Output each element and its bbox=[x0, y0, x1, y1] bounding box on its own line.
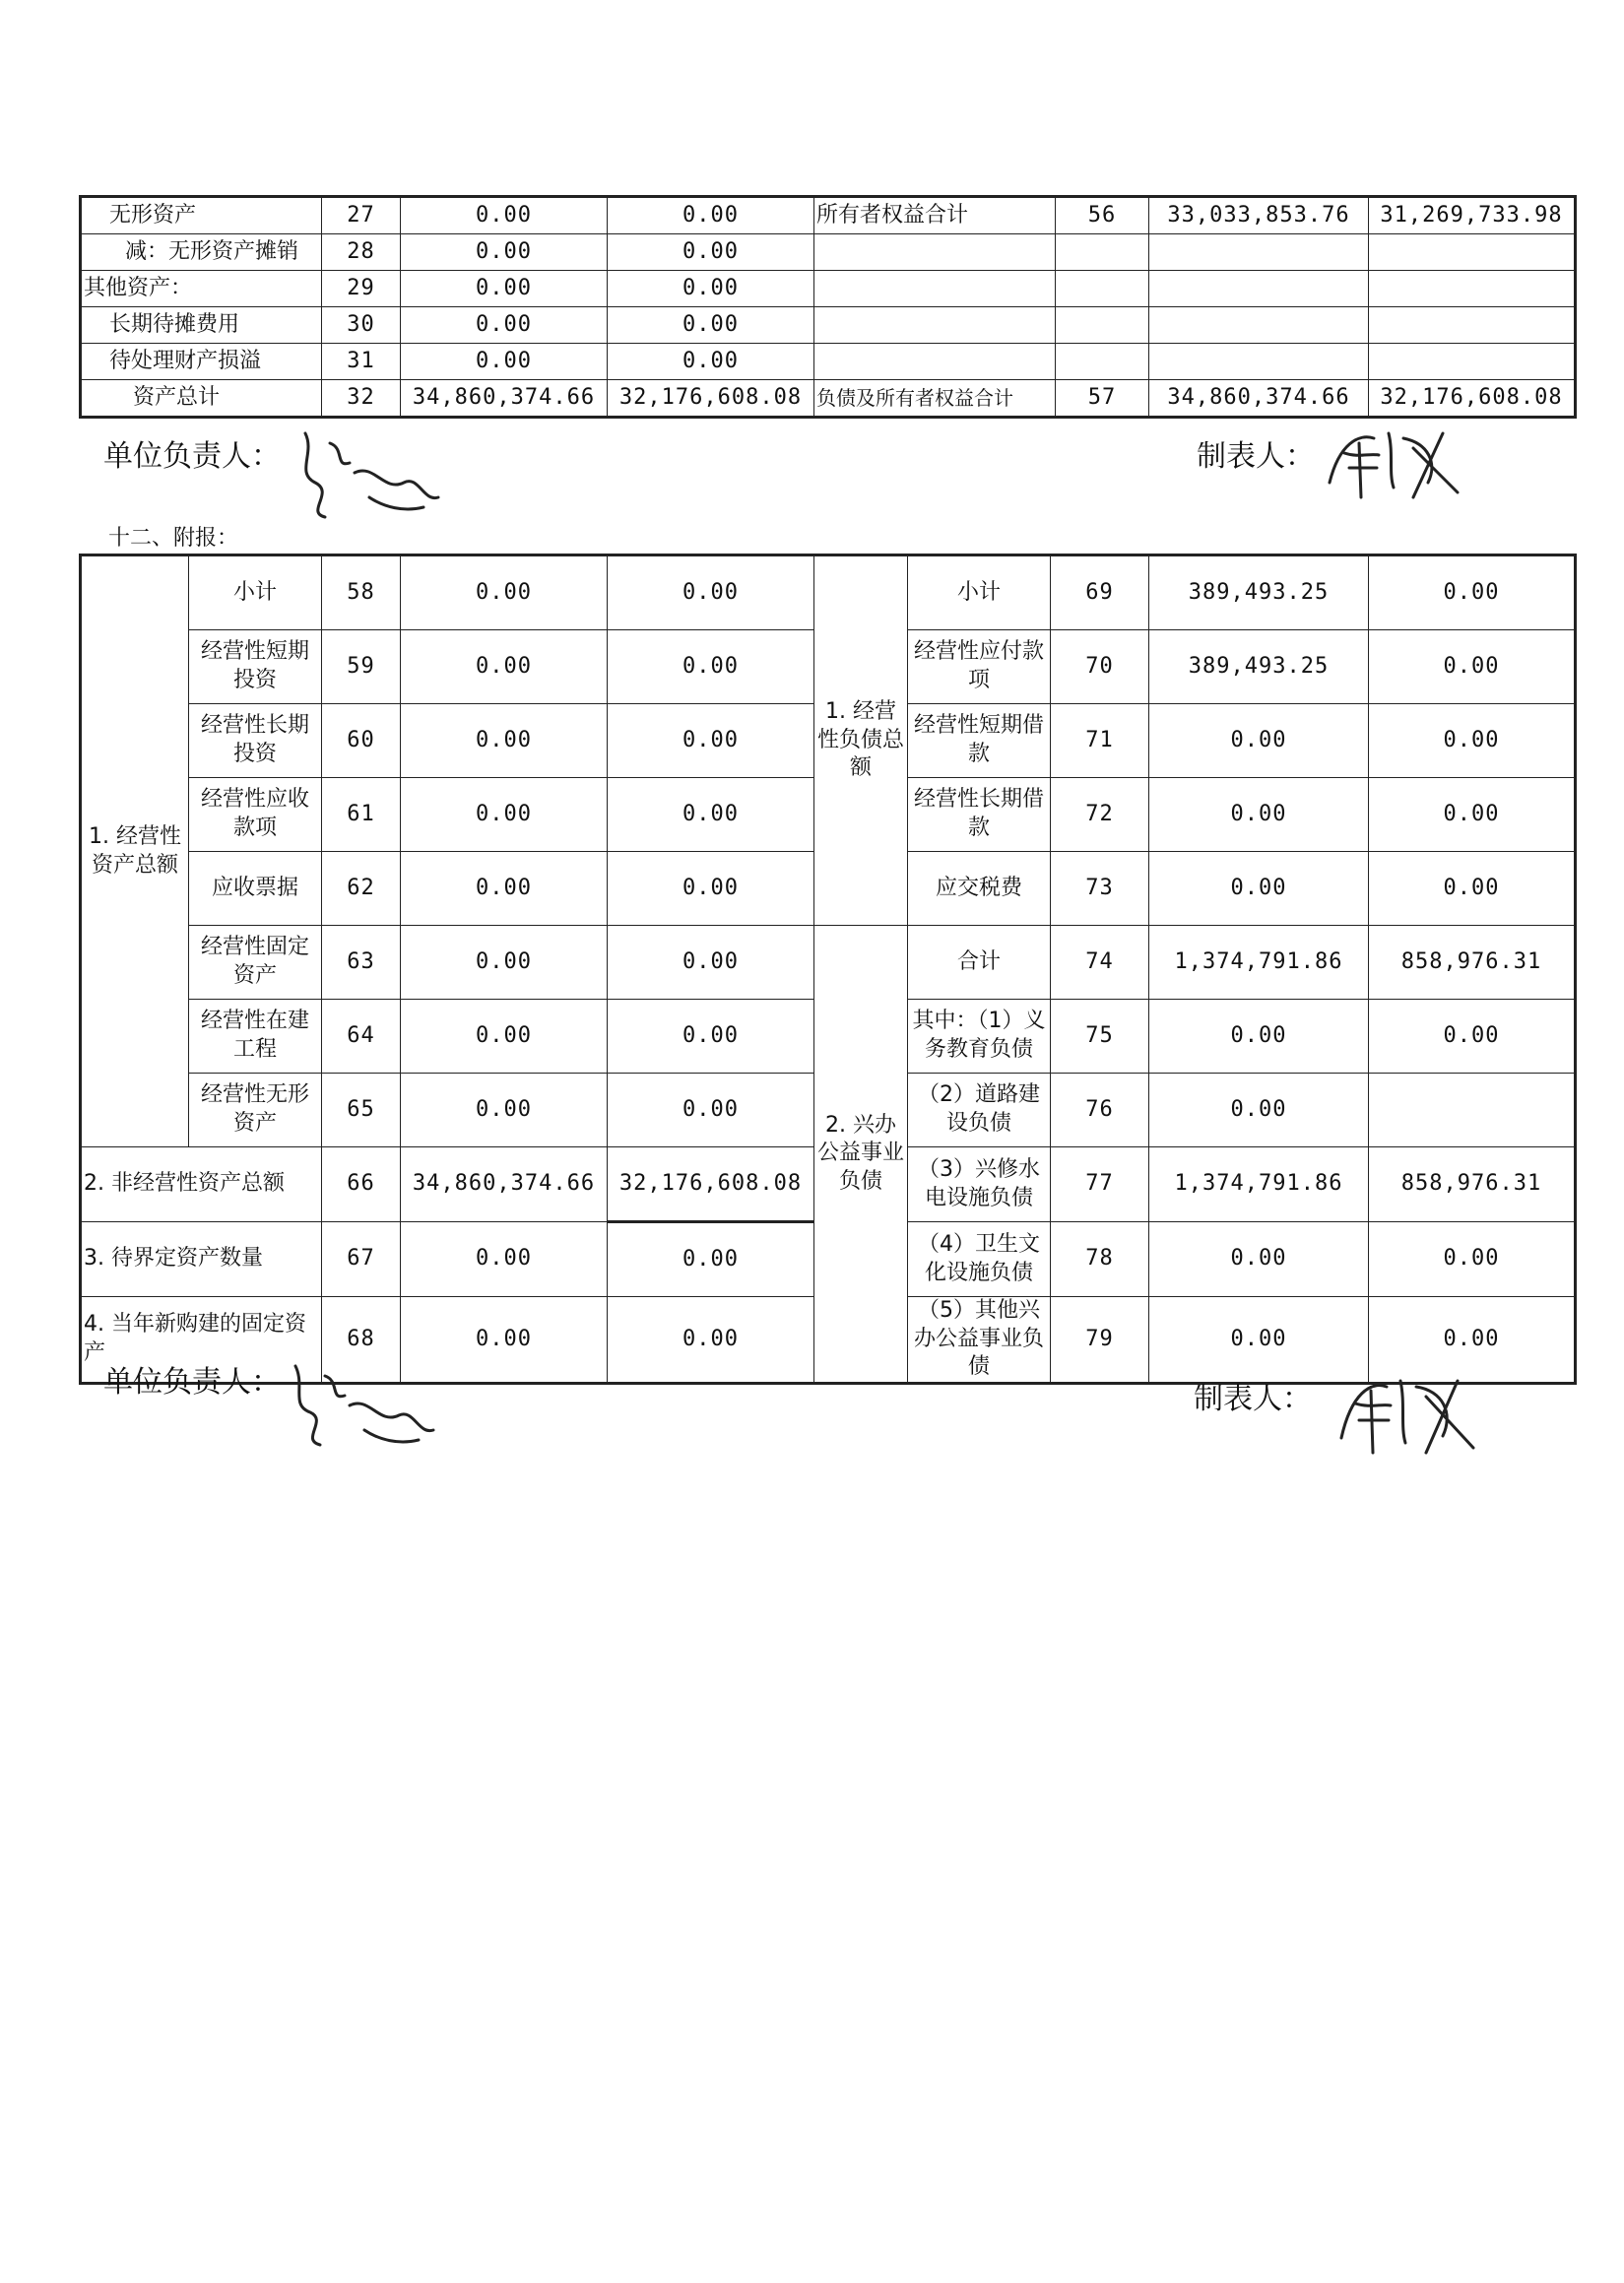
amount-end: 389,493.25 bbox=[1149, 630, 1369, 704]
amount-begin: 32,176,608.08 bbox=[608, 1147, 814, 1222]
row-number: 27 bbox=[322, 197, 401, 234]
item-label: 小计 bbox=[189, 555, 322, 630]
item-label: （2）道路建设负债 bbox=[908, 1074, 1051, 1147]
row-number: 69 bbox=[1051, 555, 1149, 630]
amount-end: 0.00 bbox=[401, 307, 608, 344]
row-number: 31 bbox=[322, 344, 401, 380]
item-label: 经营性无形资产 bbox=[189, 1074, 322, 1147]
amount-begin: 0.00 bbox=[1369, 852, 1576, 926]
empty-cell bbox=[1369, 307, 1576, 344]
amount-end: 0.00 bbox=[401, 778, 608, 852]
amount-end: 0.00 bbox=[401, 926, 608, 1000]
amount-end: 0.00 bbox=[401, 630, 608, 704]
item-label: 所有者权益合计 bbox=[814, 197, 1056, 234]
item-label: 其他资产： bbox=[81, 271, 322, 307]
empty-cell bbox=[1056, 234, 1149, 271]
row-number: 56 bbox=[1056, 197, 1149, 234]
amount-begin: 0.00 bbox=[608, 852, 814, 926]
unit-head-label: 单位负责人： bbox=[103, 1365, 281, 1400]
row-number: 70 bbox=[1051, 630, 1149, 704]
row-number: 61 bbox=[322, 778, 401, 852]
amount-begin: 858,976.31 bbox=[1369, 926, 1576, 1000]
appendix-table bbox=[79, 554, 1577, 1385]
row-number: 62 bbox=[322, 852, 401, 926]
item-label: 2. 非经营性资产总额 bbox=[81, 1147, 322, 1222]
empty-cell bbox=[1149, 307, 1369, 344]
row-number: 75 bbox=[1051, 1000, 1149, 1074]
amount-end: 0.00 bbox=[401, 234, 608, 271]
amount-begin: 0.00 bbox=[608, 630, 814, 704]
item-label: 经营性长期借款 bbox=[908, 778, 1051, 852]
row-number: 58 bbox=[322, 555, 401, 630]
amount-begin: 0.00 bbox=[1369, 1222, 1576, 1297]
amount-begin: 0.00 bbox=[608, 1074, 814, 1147]
row-number: 66 bbox=[322, 1147, 401, 1222]
empty-cell bbox=[1056, 307, 1149, 344]
amount-end: 34,860,374.66 bbox=[401, 1147, 608, 1222]
amount-begin: 0.00 bbox=[608, 1297, 814, 1384]
row-number: 79 bbox=[1051, 1297, 1149, 1384]
item-label: 经营性短期借款 bbox=[908, 704, 1051, 778]
amount-begin: 31,269,733.98 bbox=[1369, 197, 1576, 234]
row-number: 67 bbox=[322, 1222, 401, 1297]
empty-cell bbox=[814, 234, 1056, 271]
row-number: 63 bbox=[322, 926, 401, 1000]
empty-cell bbox=[1056, 344, 1149, 380]
unit-head-signature bbox=[271, 1351, 448, 1460]
item-label: 4. 当年新购建的固定资产 bbox=[81, 1297, 322, 1384]
amount-end: 0.00 bbox=[1149, 1222, 1369, 1297]
row-number: 64 bbox=[322, 1000, 401, 1074]
amount-begin bbox=[1369, 1074, 1576, 1147]
row-number: 59 bbox=[322, 630, 401, 704]
row-number: 68 bbox=[322, 1297, 401, 1384]
amount-end: 34,860,374.66 bbox=[1149, 380, 1369, 418]
amount-end: 0.00 bbox=[401, 1297, 608, 1384]
row-number: 72 bbox=[1051, 778, 1149, 852]
item-label: 资产总计 bbox=[81, 380, 322, 418]
amount-end: 0.00 bbox=[1149, 778, 1369, 852]
amount-end: 0.00 bbox=[1149, 852, 1369, 926]
unit-head-label: 单位负责人： bbox=[103, 439, 281, 474]
amount-end: 0.00 bbox=[1149, 704, 1369, 778]
table-row bbox=[81, 234, 1576, 271]
row-number: 28 bbox=[322, 234, 401, 271]
amount-end: 0.00 bbox=[1149, 1000, 1369, 1074]
amount-begin: 0.00 bbox=[1369, 778, 1576, 852]
row-number: 29 bbox=[322, 271, 401, 307]
item-label: 经营性应付款项 bbox=[908, 630, 1051, 704]
amount-begin: 0.00 bbox=[608, 926, 814, 1000]
item-label: 合计 bbox=[908, 926, 1051, 1000]
empty-cell bbox=[1369, 234, 1576, 271]
row-number: 65 bbox=[322, 1074, 401, 1147]
item-label: 经营性在建工程 bbox=[189, 1000, 322, 1074]
preparer-label: 制表人： bbox=[1197, 439, 1315, 474]
amount-end: 0.00 bbox=[401, 271, 608, 307]
group-label: 1. 经营性负债总额 bbox=[814, 555, 908, 926]
row-number: 71 bbox=[1051, 704, 1149, 778]
amount-begin: 0.00 bbox=[608, 271, 814, 307]
table-row bbox=[81, 926, 1576, 1000]
empty-cell bbox=[1056, 271, 1149, 307]
amount-begin: 0.00 bbox=[608, 307, 814, 344]
item-label: （3）兴修水电设施负债 bbox=[908, 1147, 1051, 1222]
item-label: 经营性固定资产 bbox=[189, 926, 322, 1000]
amount-end: 389,493.25 bbox=[1149, 555, 1369, 630]
amount-end: 0.00 bbox=[1149, 1297, 1369, 1384]
appendix-title: 十二、附报： bbox=[108, 526, 239, 551]
group-label: 1. 经营性资产总额 bbox=[81, 555, 189, 1147]
item-label: （5）其他兴办公益事业负债 bbox=[908, 1297, 1051, 1384]
row-number: 57 bbox=[1056, 380, 1149, 418]
amount-end: 0.00 bbox=[1149, 1074, 1369, 1147]
empty-cell bbox=[1149, 271, 1369, 307]
amount-begin: 0.00 bbox=[1369, 704, 1576, 778]
amount-begin: 0.00 bbox=[1369, 555, 1576, 630]
table-row bbox=[81, 555, 1576, 630]
amount-begin: 0.00 bbox=[608, 778, 814, 852]
amount-end: 0.00 bbox=[401, 852, 608, 926]
amount-begin: 0.00 bbox=[608, 1222, 814, 1297]
amount-end: 1,374,791.86 bbox=[1149, 926, 1369, 1000]
amount-end: 0.00 bbox=[401, 344, 608, 380]
item-label: 待处理财产损溢 bbox=[81, 344, 322, 380]
preparer-label: 制表人： bbox=[1194, 1382, 1312, 1416]
table-row bbox=[81, 380, 1576, 418]
table-row bbox=[81, 271, 1576, 307]
amount-end: 0.00 bbox=[401, 704, 608, 778]
amount-begin: 0.00 bbox=[608, 344, 814, 380]
amount-end: 1,374,791.86 bbox=[1149, 1147, 1369, 1222]
empty-cell bbox=[814, 307, 1056, 344]
amount-begin: 0.00 bbox=[608, 704, 814, 778]
amount-begin: 0.00 bbox=[608, 555, 814, 630]
row-number: 32 bbox=[322, 380, 401, 418]
amount-begin: 0.00 bbox=[608, 234, 814, 271]
item-label: 负债及所有者权益合计 bbox=[814, 380, 1056, 418]
row-number: 60 bbox=[322, 704, 401, 778]
row-number: 78 bbox=[1051, 1222, 1149, 1297]
row-number: 74 bbox=[1051, 926, 1149, 1000]
amount-end: 33,033,853.76 bbox=[1149, 197, 1369, 234]
unit-head-signature bbox=[276, 414, 453, 532]
item-label: 应交税费 bbox=[908, 852, 1051, 926]
amount-begin: 0.00 bbox=[1369, 630, 1576, 704]
amount-begin: 0.00 bbox=[1369, 1000, 1576, 1074]
balance-sheet-table bbox=[79, 195, 1577, 419]
amount-end: 0.00 bbox=[401, 1000, 608, 1074]
group-label: 2. 兴办公益事业负债 bbox=[814, 926, 908, 1384]
amount-begin: 32,176,608.08 bbox=[608, 380, 814, 418]
table-row bbox=[81, 344, 1576, 380]
preparer-signature bbox=[1330, 1359, 1487, 1477]
item-label: 无形资产 bbox=[81, 197, 322, 234]
amount-begin: 0.00 bbox=[1369, 1297, 1576, 1384]
item-label: 经营性应收款项 bbox=[189, 778, 322, 852]
empty-cell bbox=[1369, 271, 1576, 307]
table-row bbox=[81, 197, 1576, 234]
amount-begin: 32,176,608.08 bbox=[1369, 380, 1576, 418]
item-label: 其中：（1）义务教育负债 bbox=[908, 1000, 1051, 1074]
row-number: 73 bbox=[1051, 852, 1149, 926]
preparer-signature bbox=[1320, 414, 1467, 512]
item-label: 经营性长期投资 bbox=[189, 704, 322, 778]
empty-cell bbox=[1149, 234, 1369, 271]
empty-cell bbox=[1149, 344, 1369, 380]
amount-begin: 0.00 bbox=[608, 1000, 814, 1074]
empty-cell bbox=[1369, 344, 1576, 380]
item-label: （4）卫生文化设施负债 bbox=[908, 1222, 1051, 1297]
empty-cell bbox=[814, 344, 1056, 380]
amount-end: 0.00 bbox=[401, 1074, 608, 1147]
item-label: 经营性短期投资 bbox=[189, 630, 322, 704]
amount-end: 0.00 bbox=[401, 1222, 608, 1297]
amount-end: 0.00 bbox=[401, 197, 608, 234]
table-row bbox=[81, 307, 1576, 344]
item-label: 应收票据 bbox=[189, 852, 322, 926]
item-label: 长期待摊费用 bbox=[81, 307, 322, 344]
amount-begin: 858,976.31 bbox=[1369, 1147, 1576, 1222]
item-label: 小计 bbox=[908, 555, 1051, 630]
amount-end: 0.00 bbox=[401, 555, 608, 630]
item-label: 3. 待界定资产数量 bbox=[81, 1222, 322, 1297]
amount-begin: 0.00 bbox=[608, 197, 814, 234]
item-label: 减：无形资产摊销 bbox=[81, 234, 322, 271]
row-number: 76 bbox=[1051, 1074, 1149, 1147]
row-number: 77 bbox=[1051, 1147, 1149, 1222]
amount-end: 34,860,374.66 bbox=[401, 380, 608, 418]
empty-cell bbox=[814, 271, 1056, 307]
row-number: 30 bbox=[322, 307, 401, 344]
